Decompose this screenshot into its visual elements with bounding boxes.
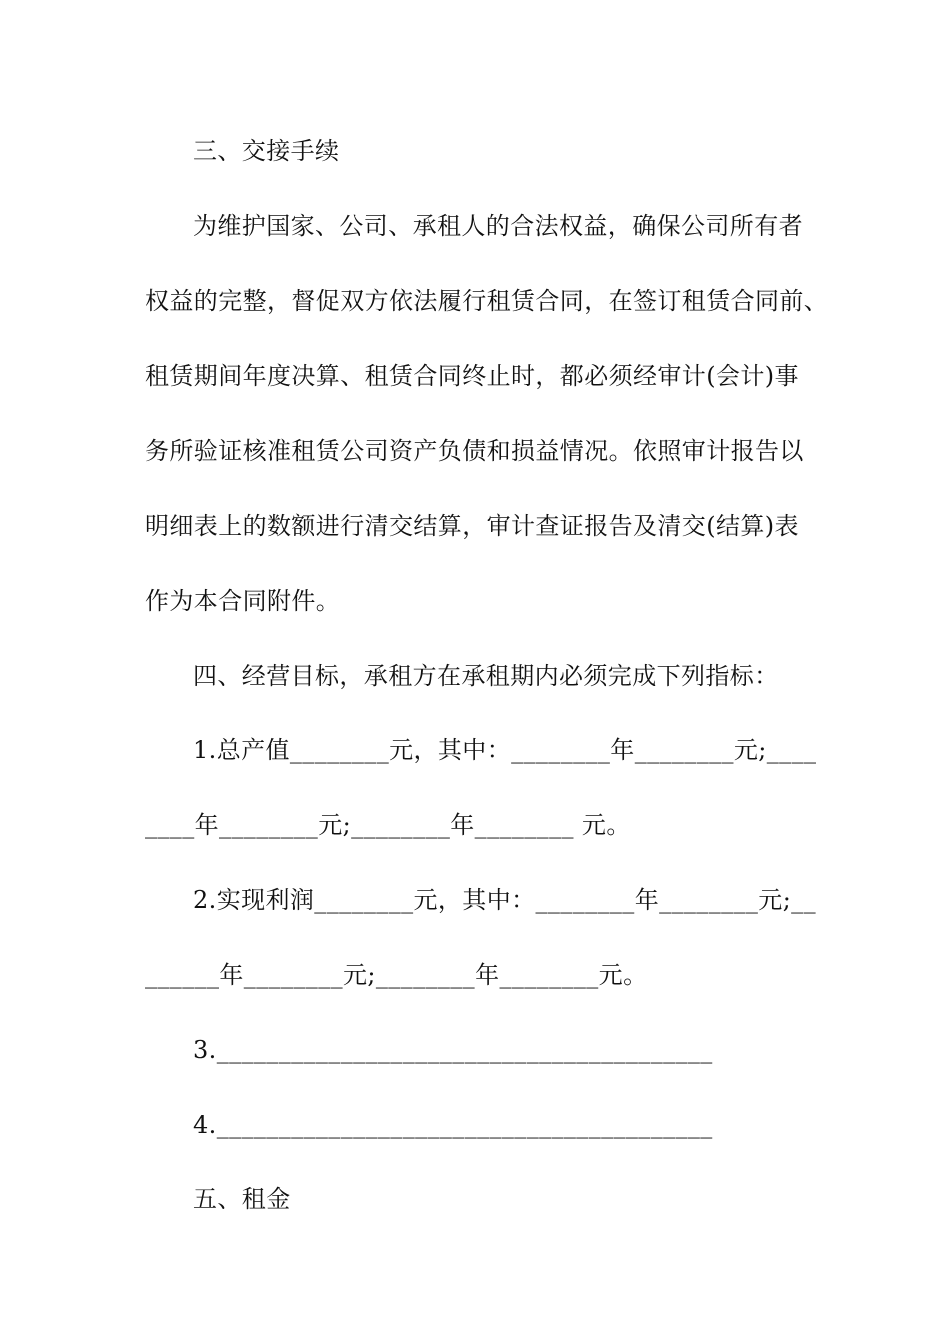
paragraph-line: 租赁期间年度决算、租赁合同终止时，都必须经审计(会计)事 xyxy=(145,362,799,390)
section-heading-rent: 五、租金 xyxy=(193,1185,291,1213)
fill-in-line-item-4: 4.________________________________________ xyxy=(193,1111,713,1139)
fill-in-line-profit: 2.实现利润________元，其中：________年________元;__ xyxy=(193,886,816,914)
fill-in-line-item-3: 3.________________________________________ xyxy=(193,1036,713,1064)
fill-in-line-output: ____年________元;________年________ 元。 xyxy=(145,811,631,839)
paragraph-line: 务所验证核准租赁公司资产负债和损益情况。依照审计报告以 xyxy=(145,437,804,465)
paragraph-line: 作为本合同附件。 xyxy=(145,587,341,615)
section-heading-targets: 四、经营目标，承租方在承租期内必须完成下列指标： xyxy=(193,662,779,690)
fill-in-line-profit: ______年________元;________年________元。 xyxy=(145,961,648,989)
paragraph-line: 明细表上的数额进行清交结算，审计查证报告及清交(结算)表 xyxy=(145,512,799,540)
paragraph-line: 权益的完整，督促双方依法履行租赁合同，在签订租赁合同前、 xyxy=(145,287,829,315)
fill-in-line-output: 1.总产值________元，其中：________年________元;____ xyxy=(193,736,817,764)
paragraph-line: 为维护国家、公司、承租人的合法权益，确保公司所有者 xyxy=(193,212,803,240)
section-heading-handover: 三、交接手续 xyxy=(193,137,340,165)
